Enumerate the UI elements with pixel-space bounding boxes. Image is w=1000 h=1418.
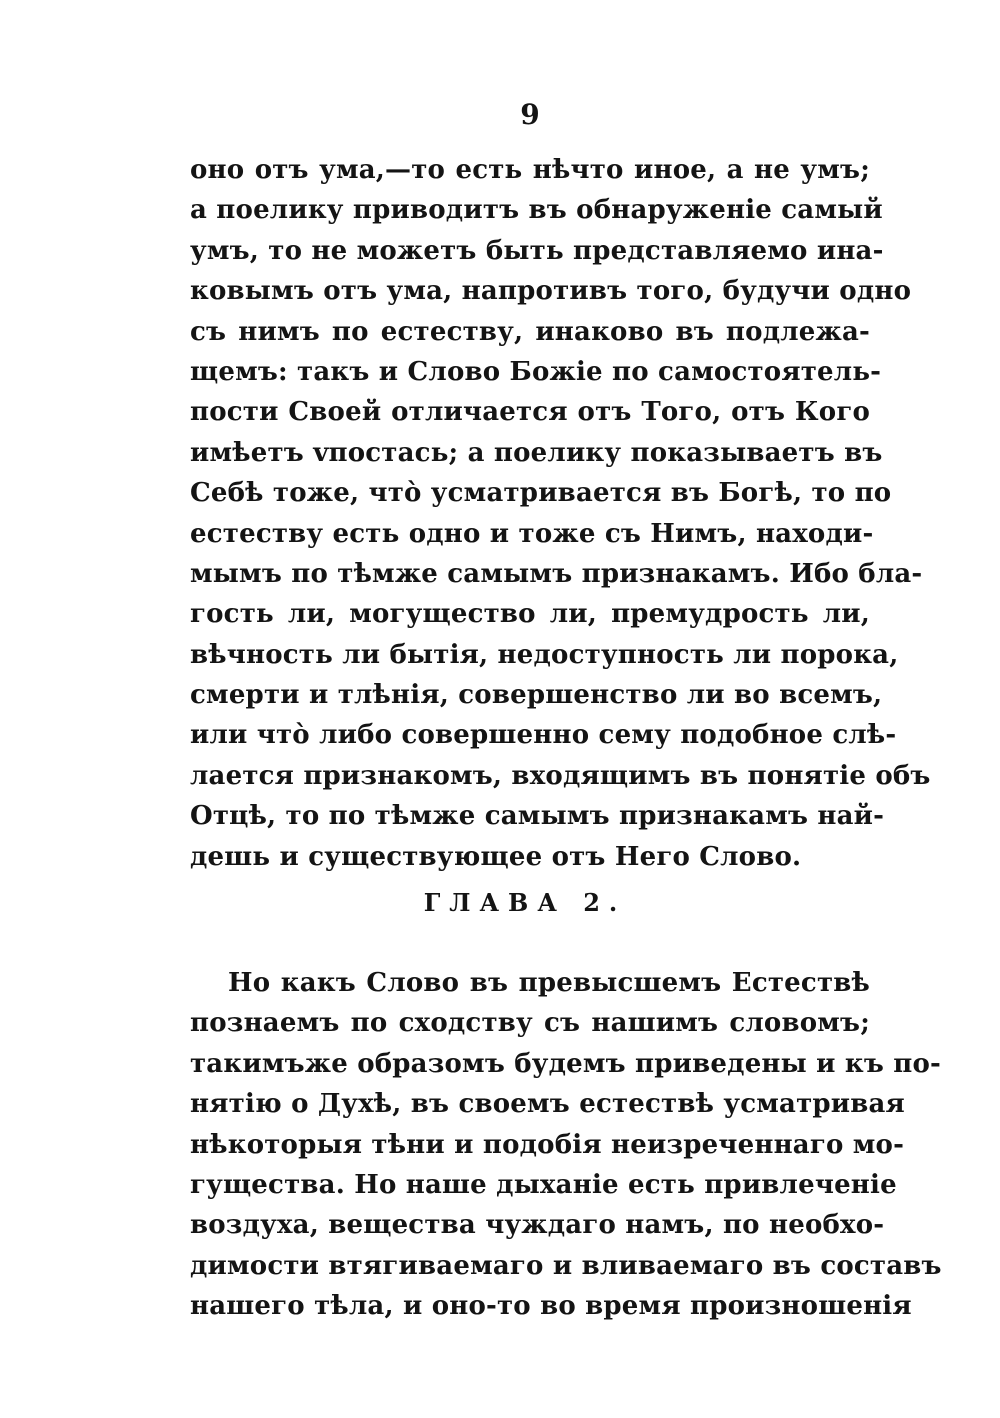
text-line: такимъже образомъ будемъ приведены и къ по-: [190, 1048, 942, 1079]
paragraph-2: [190, 963, 942, 1327]
text-line: нѣкоторыя тѣни и подобія неизреченнаго мо-: [190, 1129, 905, 1160]
page-number: 9: [520, 98, 540, 131]
text-line: мымъ по тѣмже самымъ признакамъ. Ибо бла-: [190, 558, 923, 589]
text-line: ковымъ отъ ума, напротивъ того, будучи одно: [190, 276, 912, 307]
text-line: Отцѣ, то по тѣмже самымъ признакамъ най-: [190, 801, 885, 832]
text-line: гущества. Но наше дыханіе есть привлеченіе: [190, 1169, 897, 1200]
text-line: гость ли, могущество ли, премудрость ли,: [190, 599, 870, 630]
text-line: съ нимъ по естеству, инаково въ подлежа-: [190, 316, 870, 347]
text-line: нятію о Духѣ, въ своемъ естествѣ усматривая: [190, 1089, 905, 1120]
text-line: нашего тѣла, и оно-то во время произношенія: [190, 1291, 912, 1322]
text-line: а поелику приводитъ въ обнаруженіе самый: [190, 195, 883, 226]
text-line: Себѣ тоже, что̀ усматривается въ Богѣ, то по: [190, 478, 892, 509]
paragraph-1: [190, 150, 931, 877]
text-line: щемъ: такъ и Слово Божіе по самостоятель-: [190, 356, 882, 387]
text-line: имѣетъ vпостась; а поелику показываетъ въ: [190, 437, 883, 468]
text-line: пости Своей отличается отъ Того, отъ Кого: [190, 397, 870, 428]
text-line: умъ, то не можетъ быть представляемо ина-: [190, 235, 884, 266]
text-line: лается признакомъ, входящимъ въ понятіе объ: [190, 760, 931, 791]
text-line: естеству есть одно и тоже съ Нимъ, находи-: [190, 518, 874, 549]
chapter-heading: ГЛАВА 2.: [423, 888, 627, 917]
text-line: Но какъ Слово въ превысшемъ Естествѣ: [228, 968, 870, 998]
text-line: воздуха, вещества чуждаго намъ, по необхо-: [190, 1210, 885, 1241]
text-line: оно отъ ума,—то есть нѣчто иное, а не умъ;: [190, 155, 870, 185]
text-line: дешь и существующее отъ Него Слово.: [190, 841, 802, 872]
text-line: смерти и тлѣнія, совершенство ли во всемъ,: [190, 680, 883, 711]
text-line: познаемъ по сходству съ нашимъ словомъ;: [190, 1008, 870, 1039]
text-line: или что̀ либо совершенно сему подобное слѣ-: [190, 720, 897, 751]
text-line: вѣчность ли бытія, недоступность ли порока,: [190, 639, 899, 670]
text-line: димости втягиваемаго и вливаемаго въ составъ: [190, 1250, 942, 1281]
